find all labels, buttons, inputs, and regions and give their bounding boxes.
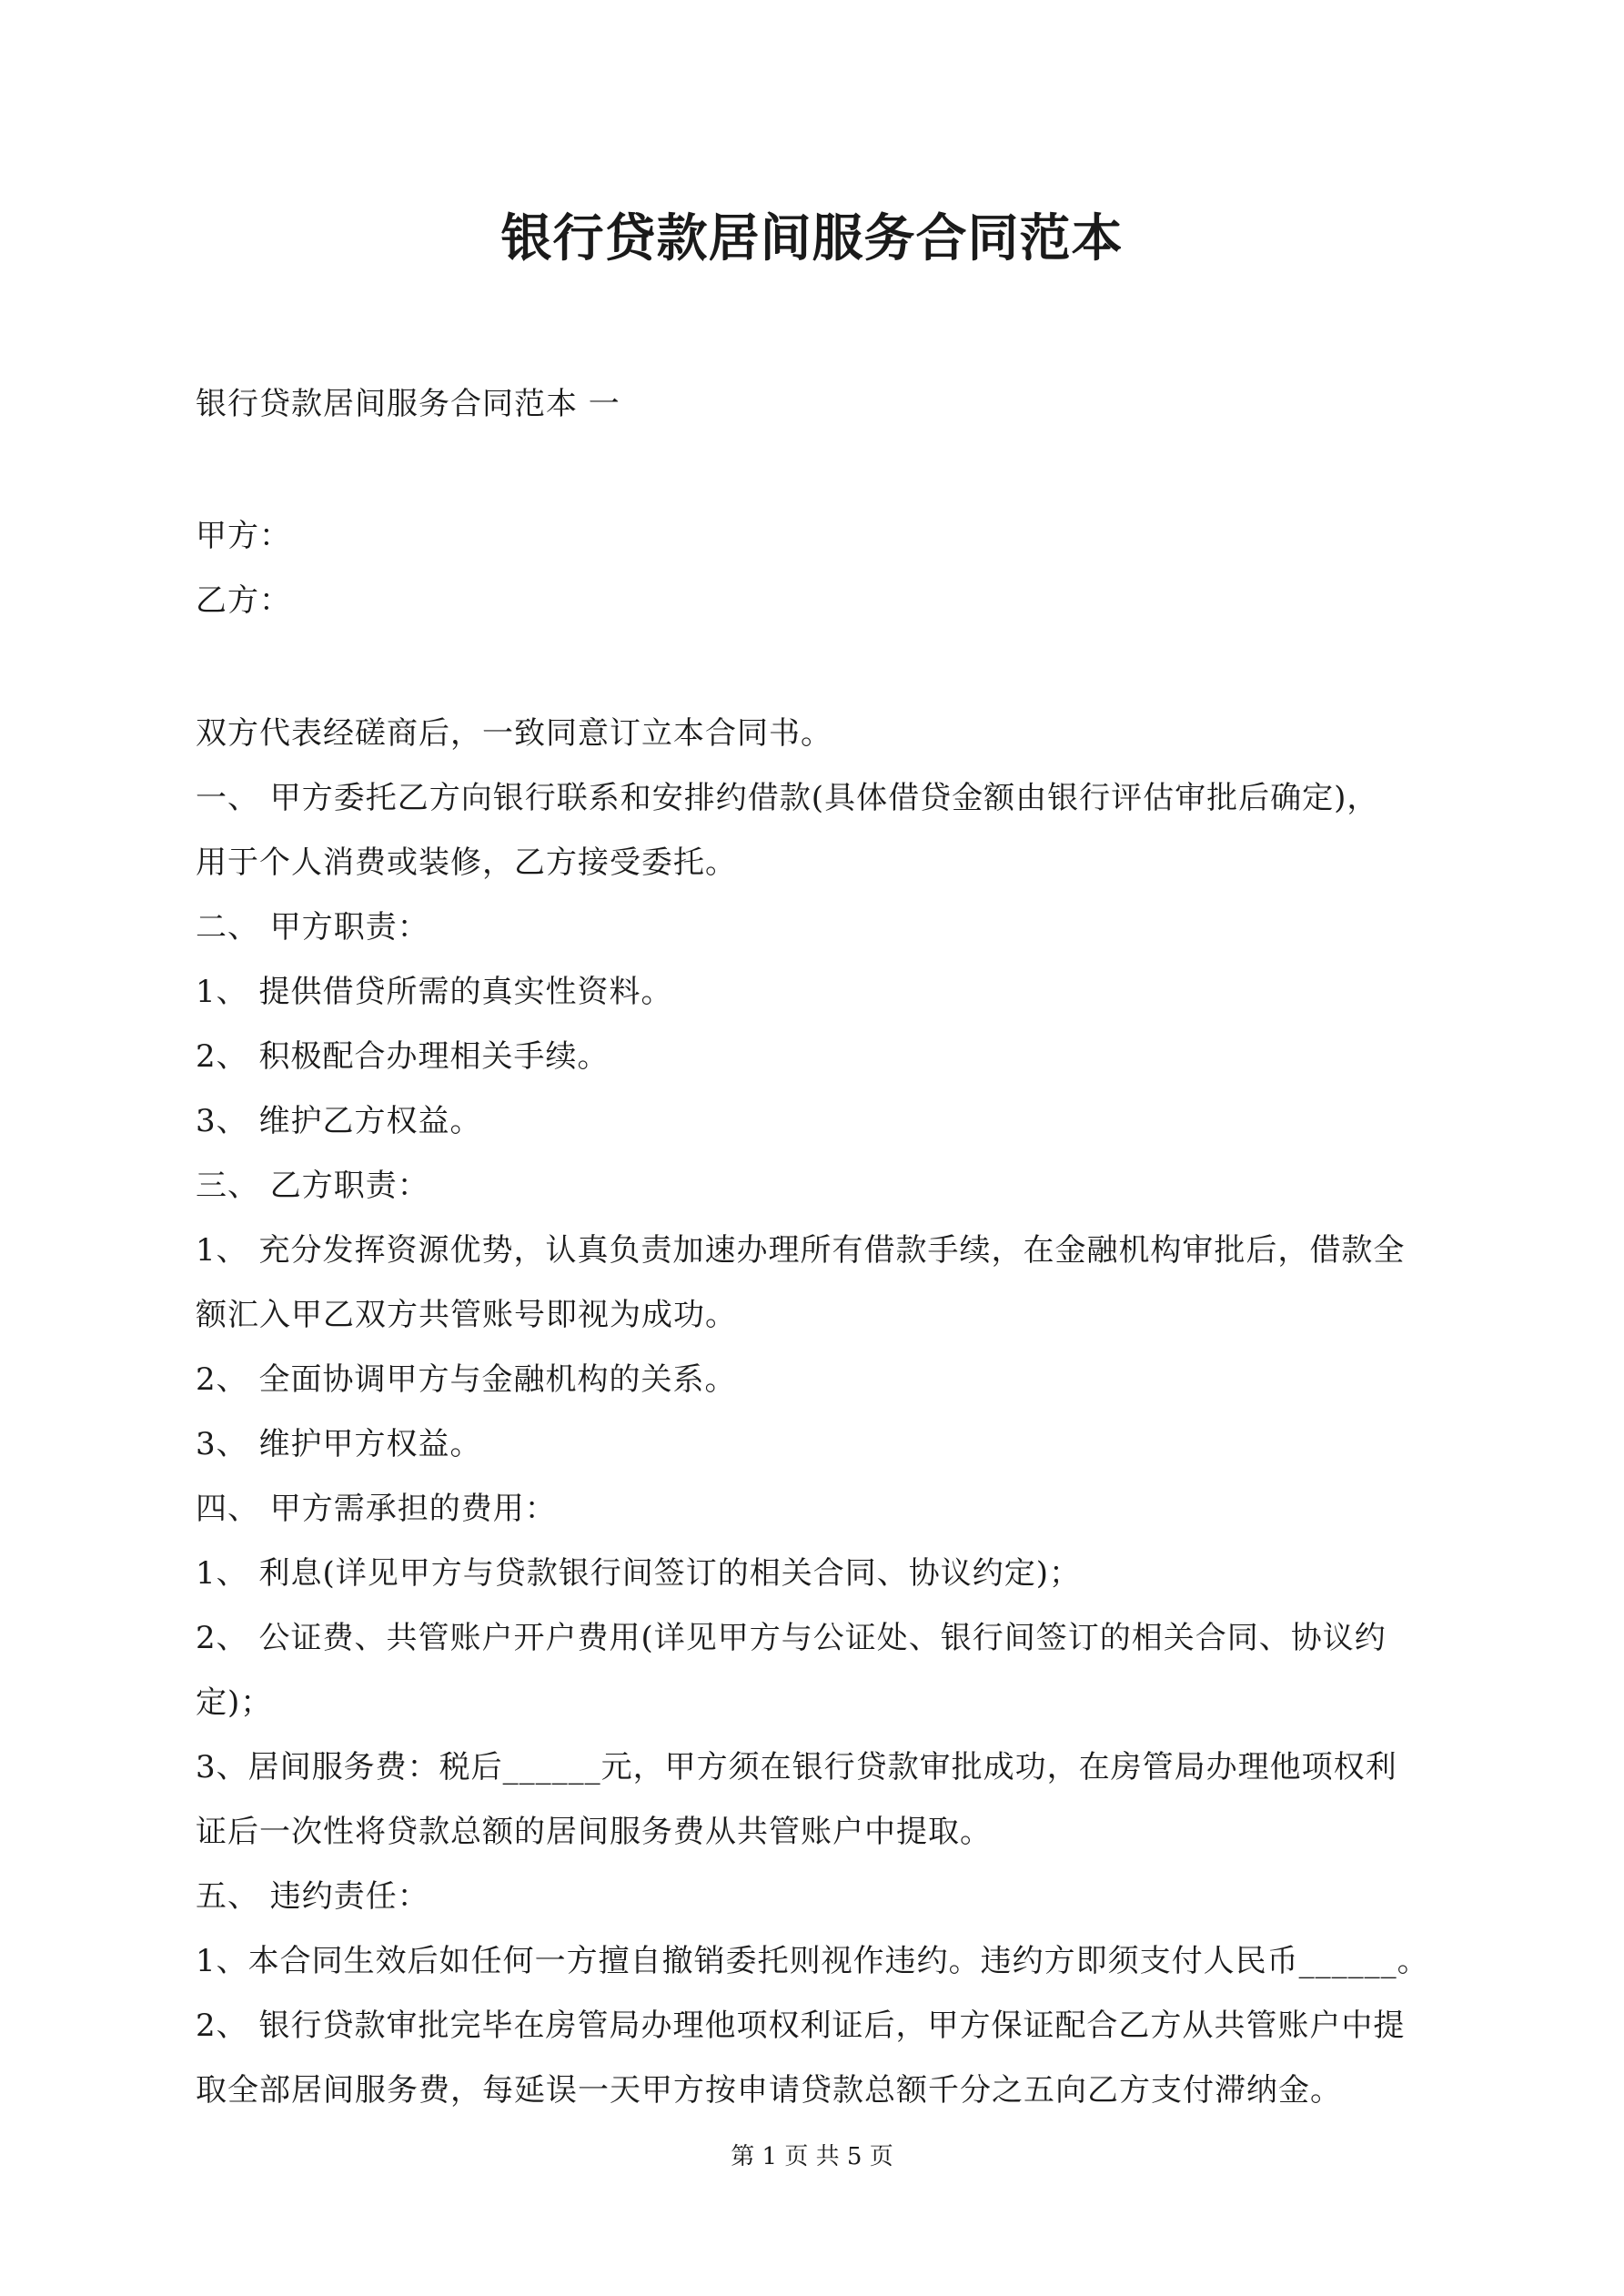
- section-4-item-2-line-2: 定)；: [196, 1684, 273, 1721]
- section-4-item-2-line-1: 2、 公证费、共管账户开户费用(详见甲方与公证处、银行间签订的相关合同、协议约: [196, 1620, 1387, 1656]
- section-4-item-3-line-1: 3、居间服务费：税后______元，甲方须在银行贷款审批成功，在房管局办理他项权利: [196, 1749, 1397, 1785]
- party-a-line: 甲方：: [196, 518, 291, 554]
- section-5-heading: 五、 违约责任：: [196, 1878, 429, 1915]
- section-2-heading: 二、 甲方职责：: [196, 909, 429, 946]
- section-4-heading: 四、 甲方需承担的费用：: [196, 1491, 557, 1527]
- section-2-item-2: 2、 积极配合办理相关手续。: [196, 1038, 610, 1075]
- section-5-item-2-line-1: 2、 银行贷款审批完毕在房管局办理他项权利证后，甲方保证配合乙方从共管账户中提: [196, 2008, 1406, 2044]
- clause-1-line-1: 一、 甲方委托乙方向银行联系和安排约借款(具体借贷金额由银行评估审批后确定)，: [196, 780, 1379, 816]
- section-3-item-2: 2、 全面协调甲方与金融机构的关系。: [196, 1361, 737, 1398]
- section-4-item-1: 1、 利息(详见甲方与贷款银行间签订的相关合同、协议约定)；: [196, 1555, 1081, 1592]
- party-b-line: 乙方：: [196, 582, 291, 619]
- subtitle-line: 银行贷款居间服务合同范本 一: [196, 386, 620, 422]
- section-2-item-3: 3、 维护乙方权益。: [196, 1103, 482, 1139]
- document-title: 银行贷款居间服务合同范本: [500, 208, 1124, 268]
- section-2-item-1: 1、 提供借贷所需的真实性资料。: [196, 974, 673, 1010]
- section-5-item-2-line-2: 取全部居间服务费，每延误一天甲方按申请贷款总额千分之五向乙方支付滞纳金。: [196, 2072, 1342, 2109]
- intro-line: 双方代表经磋商后，一致同意订立本合同书。: [196, 715, 832, 752]
- clause-1-line-2: 用于个人消费或装修，乙方接受委托。: [196, 845, 737, 881]
- section-3-item-1-line-2: 额汇入甲乙双方共管账号即视为成功。: [196, 1297, 737, 1333]
- section-5-item-1: 1、本合同生效后如任何一方擅自撤销委托则视作违约。违约方即须支付人民币______。: [196, 1943, 1429, 1979]
- section-3-item-1-line-1: 1、 充分发挥资源优势，认真负责加速办理所有借款手续，在金融机构审批后，借款全: [196, 1232, 1406, 1269]
- section-3-item-3: 3、 维护甲方权益。: [196, 1426, 482, 1462]
- page-footer: 第 1 页 共 5 页: [731, 2143, 893, 2170]
- section-4-item-3-line-2: 证后一次性将贷款总额的居间服务费从共管账户中提取。: [196, 1814, 992, 1850]
- section-3-heading: 三、 乙方职责：: [196, 1168, 429, 1204]
